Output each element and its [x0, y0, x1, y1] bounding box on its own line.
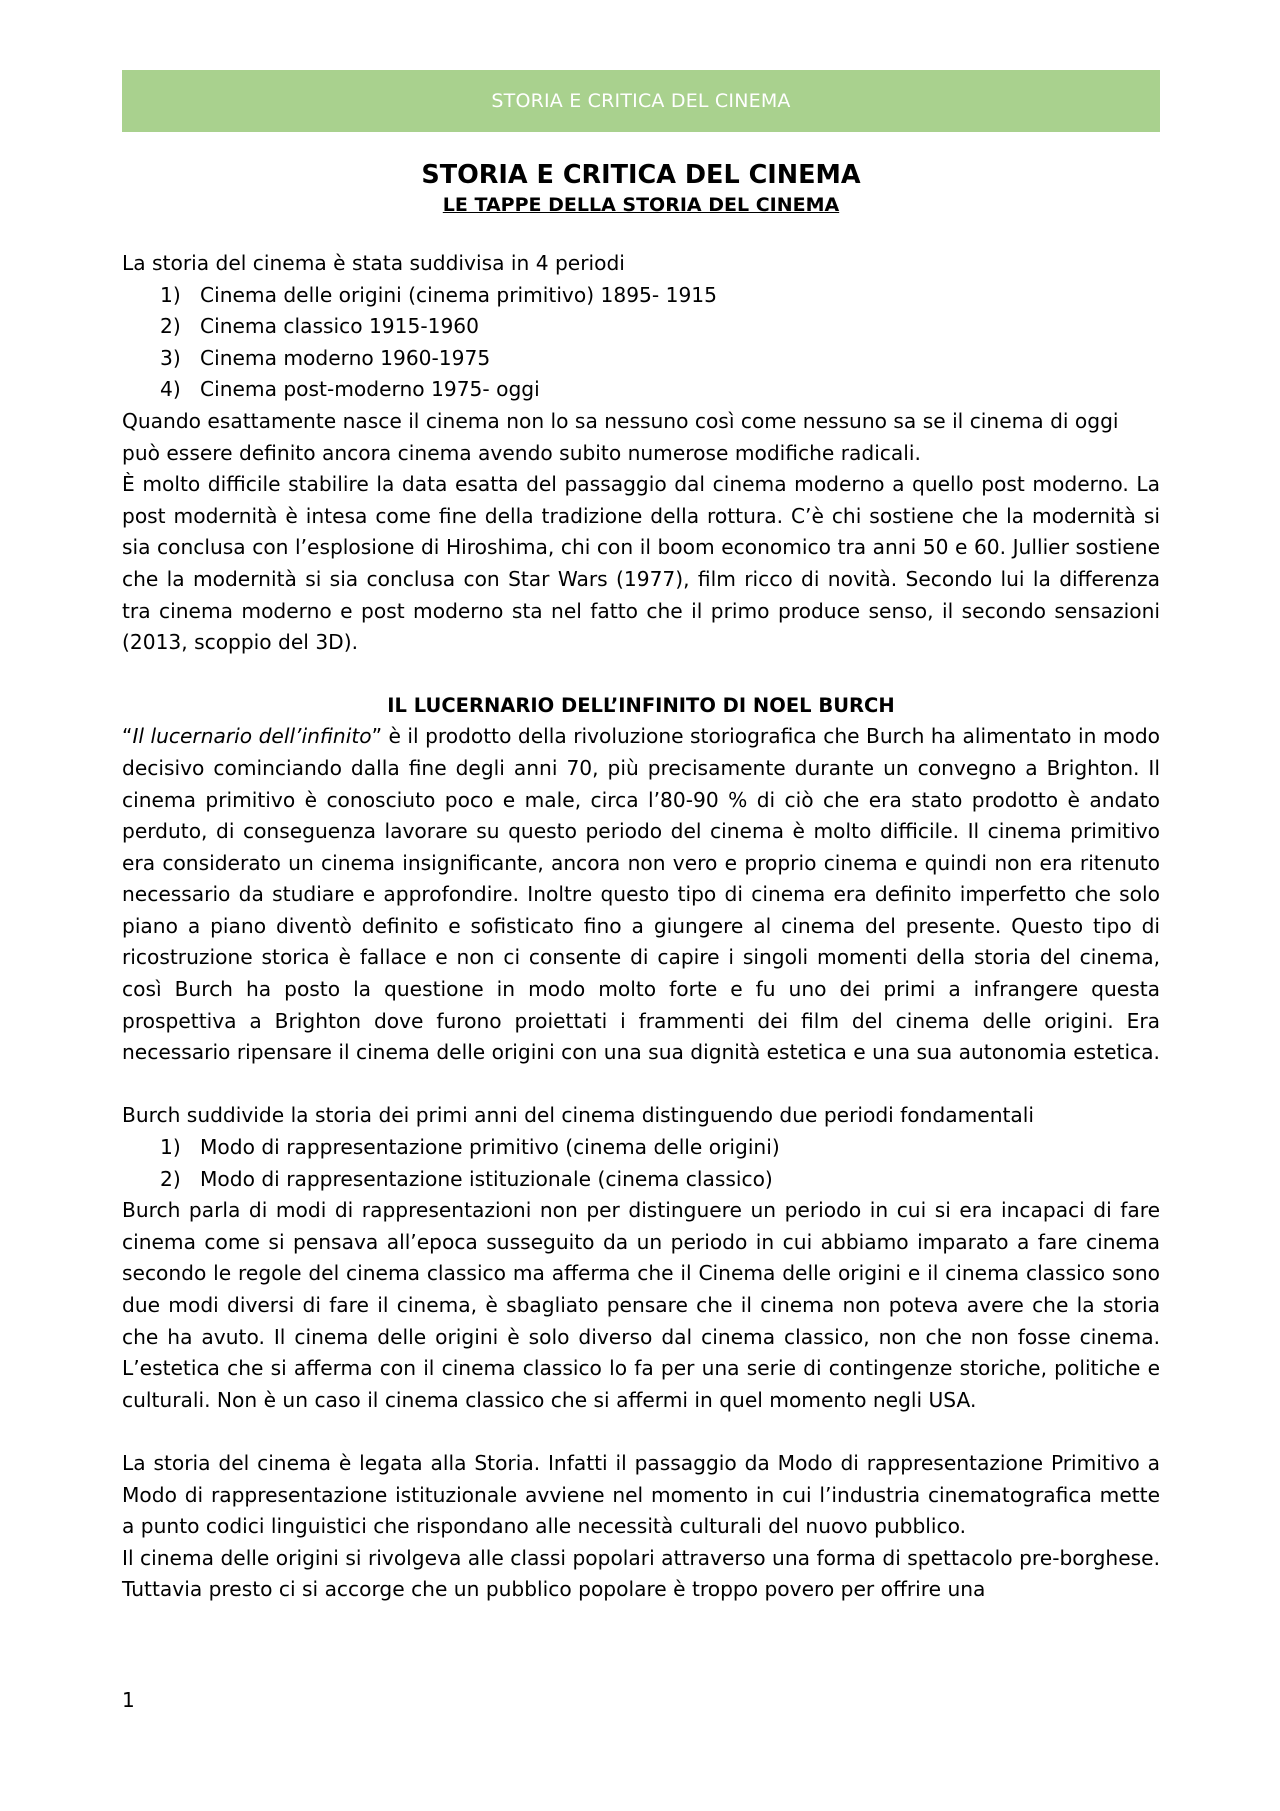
list-number: 3) [160, 345, 181, 370]
list-item-text: Cinema classico 1915-1960 [200, 314, 479, 339]
close-quote: ” [371, 724, 383, 749]
paragraph-text: è il prodotto della rivoluzione storiografica che Burch ha alimentato in modo decisivo cominciando dalla fine degli anni 70, più precisamente durante un convegno a Brighton. Il cinema primitivo è conosciuto poco e male, circa l’80-90 % di ciò che era stato prodotto è andato perduto, di conseguenza lavorare su questo periodo del cinema è molto difficile. Il cinema primitivo era considerato un cinema insignificante, ancora non vero e proprio cinema e quindi non era ritenuto necessario da studiare e approfondire. Inoltre questo tipo di cinema era definito imperfetto che solo piano a piano diventò definito e sofisticato fino a giungere al cinema del presente. Questo tipo di ricostruzione storica è fallace e non ci consente di capire i singoli momenti della storia del cinema, così Burch ha posto la questione in modo molto forte e fu uno dei primi a infrangere questa prospettiva a Brighton dove furono proiettati i frammenti dei film del cinema delle origini. Era necessario ripensare il cinema delle origini con una sua dignità estetica e una sua autonomia estetica. [122, 724, 1161, 1065]
header-banner-text: STORIA E CRITICA DEL CINEMA [491, 90, 791, 112]
paragraph: La storia del cinema è legata alla Storia. Infatti il passaggio da Modo di rappresentazione Primitivo a Modo di rappresentazione istituzionale avviene nel momento in cui l’industria cinematografica mette a punto codici linguistici che rispondano alle necessità culturali del nuovo pubblico. [122, 1450, 1160, 1539]
lucernario-paragraph [122, 721, 1160, 1069]
paragraph: Il cinema delle origini si rivolgeva alle classi popolari attraverso una forma di spettacolo pre-borghese. Tuttavia presto ci si accorge che un pubblico popolare è troppo povero per offrire una [122, 1545, 1160, 1602]
list-number: 2) [160, 1166, 181, 1191]
paragraph-spacer [122, 1069, 1160, 1101]
list-item-text: Modo di rappresentazione istituzionale (cinema classico) [200, 1166, 773, 1191]
modes-list [122, 1132, 1160, 1195]
list-item [160, 311, 1160, 343]
intro-paragraph: La storia del cinema è stata suddivisa in 4 periodi [122, 251, 625, 275]
book-title: Il lucernario dell’infinito [132, 724, 372, 749]
open-quote: “ [122, 724, 133, 749]
paragraph: Quando esattamente nasce il cinema non lo sa nessuno così come nessuno sa se il cinema di oggi può essere definito ancora cinema avendo subito numerose modifiche radicali. [122, 408, 1119, 465]
list-item [160, 374, 1160, 406]
page-number: 1 [122, 1688, 135, 1712]
list-item [160, 1164, 1160, 1196]
list-number: 1) [160, 1135, 181, 1160]
list-item [160, 1132, 1160, 1164]
list-item-text: Modo di rappresentazione primitivo (cinema delle origini) [200, 1135, 780, 1160]
list-item-text: Cinema moderno 1960-1975 [200, 345, 491, 370]
document-body [122, 248, 1160, 1606]
list-item [160, 280, 1160, 312]
paragraph: È molto difficile stabilire la data esatta del passaggio dal cinema moderno a quello post moderno. La post modernità è intesa come fine della tradizione della rottura. C’è chi sostiene che la modernità si sia conclusa con l’esplosione di Hiroshima, chi con il boom economico tra anni 50 e 60. Jullier sostiene che la modernità si sia conclusa con Star Wars (1977), film ricco di novità. Secondo lui la differenza tra cinema moderno e post moderno sta nel fatto che il primo produce senso, il secondo sensazioni (2013, scoppio del 3D). [122, 472, 1160, 655]
list-number: 2) [160, 314, 181, 339]
list-number: 4) [160, 377, 181, 402]
header-banner [122, 70, 1160, 132]
paragraph-spacer [122, 1416, 1160, 1448]
list-item [160, 343, 1160, 375]
document-subtitle: LE TAPPE DELLA STORIA DEL CINEMA [442, 194, 840, 216]
document-page [122, 70, 1160, 1606]
list-item-text: Cinema delle origini (cinema primitivo) 1895- 1915 [200, 282, 717, 307]
list-number: 1) [160, 282, 181, 307]
document-title: STORIA E CRITICA DEL CINEMA [421, 160, 861, 190]
periods-list [122, 280, 1160, 406]
section-heading: IL LUCERNARIO DELL’INFINITO DI NOEL BURCH [387, 693, 895, 717]
paragraph: Burch parla di modi di rappresentazioni non per distinguere un periodo in cui si era incapaci di fare cinema come si pensava all’epoca susseguito da un periodo in cui abbiamo imparato a fare cinema secondo le regole del cinema classico ma afferma che il Cinema delle origini e il cinema classico sono due modi diversi di fare il cinema, è sbagliato pensare che il cinema non poteva avere che la storia che ha avuto. Il cinema delle origini è solo diverso dal cinema classico, non che non fosse cinema. L’estetica che si afferma con il cinema classico lo fa per una serie di contingenze storiche, politiche e culturali. Non è un caso il cinema classico che si affermi in quel momento negli USA. [122, 1198, 1160, 1412]
burch-intro-paragraph: Burch suddivide la storia dei primi anni del cinema distinguendo due periodi fondamentali [122, 1103, 1035, 1128]
list-item-text: Cinema post-moderno 1975- oggi [200, 377, 540, 402]
